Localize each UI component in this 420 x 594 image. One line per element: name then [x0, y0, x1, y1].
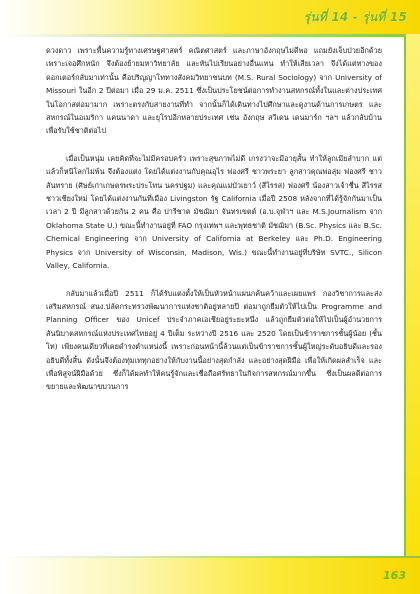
page-number: 163: [383, 569, 406, 582]
header-title: รุ่นที่ 14 - รุ่นที่ 15: [303, 10, 407, 24]
paragraph-gap: [46, 138, 382, 152]
header-accent-line: [0, 34, 420, 37]
paragraph-1: ดวงดาว เพราะพื้นความรู้ทางเศรษฐศาสตร์ คณิตศาสตร์ และภาษาอังกฤษไม่ดีพอ แถมยังเจ็บป่วยอีกด้วยเพราะเจอศึกหนัก จึงต้องย้ายมหาวิทยาลัย และหันไปเรียนอย่างอื่นแทน ทำให้เสียเวลา จึงได้แต่ทางของดอกเตอร์กลับมาเท่านั้น คือปริญญาโททางสังคมวิทยาชนบท (M.S. Rural Sociology) จาก University of Missouri ในอีก 2 ปีต่อมา เมื่อ 29 ม.ค. 2511 ซึ่งเป็นประโยชน์ต่อการทำงานสหกรณ์ทั้งในและต่างประเทศ ในโอกาสต่อมามาก เพราะตรงกับสายงานที่ทำ จากนั้นก็ได้เดินทางไปศึกษาและดูงานด้านการเกษตร และสหกรณ์ในอเมริกา แคนนาดา และยุโรปอีกหลายประเทศ เช่น อังกฤษ สวีเดน เดนมาร์ก ฯลฯ แล้วกลับบ้านเพื่อรับใช้ชาติต่อไป: [46, 46, 382, 136]
footer-band: [0, 558, 420, 594]
paragraph-gap: [46, 273, 382, 287]
paragraph-3: กลับมาแล้วเมื่อปี 2511 ก็ได้รับแต่งตั้งให้เป็นหัวหน้าแผนกค้นคว้าและเผยแพร่ กองวิชาการและส่งเสริมสหกรณ์ สนง.ปลัดกระทรวงพัฒนาการแห่งชาติอยู่หลายปี ต่อมาถูกยืมตัวให้ไปเป็น Programme and Planning Officer ของ Unicef ประจำภาคเอเชียอยู่ระยะหนึ่ง แล้วถูกยืมตัวต่อให้ไปเป็นผู้อำนวยการสันนิบาตสหกรณ์แห่งประเทศไทยอยู่ 4 ปีเต็ม ระหว่างปี 2516 และ 2520 โดยเป็นข้าราชการชั้นผู้น้อย (ชั้นโท) เพียงคนเดียวที่เคยดำรงตำแหน่งนี้ เพราะก่อนหน้านี้ล้วนแต่เป็นข้าราชการชั้นผู้ใหญ่ระดับอธิบดีและรองอธิบดีทั้งสิ้น ดังนั้นจึงต้องทุ่มเททุกอย่างให้กับงานนี้อย่างสุดกำลัง และอย่างสุดฝีมือ เพื่อให้เกิดผลสำเร็จ และเพื่อพิสูจน์ฝีมือด้วย ซึ่งก็ได้ผลทำให้คนรู้จักและเชื่อถือศรัทธาในกิจการสหกรณ์มากขึ้น ซึ่งเป็นผลดีต่อการขยายและพัฒนาขบวนการ: [46, 288, 382, 392]
paragraph-2: เมื่อเป็นหนุ่ม เคยคิดที่จะไม่มีครอบครัว เพราะสุขภาพไม่ดี เกรงว่าจะมีอายุสั้น ทำให้ลูกเมียลำบาก แต่แล้วก็หนีโลกไม่พ้น จึงต้องแต่ง โดยได้แต่งงานกับคุณอุไร ฟองศรี ชาวพระยา ลูกสาวคุณพ่อลุ่ม ฟองศรี ชาวสันทราย (ศิษย์เก่าเกษตรพระประโทน นครปฐม) และคุณแม่บัวเยาว์ (สีไรรส) ฟองศรี น้องสาวเจ้าชื่น สีไรรส ชาวเชียงใหม่ โดยได้แต่งงานกันที่เมือง Livingston รัฐ California เมื่อปี 2508 หลังจากที่ได้รู้จักกันมาเป็นเวลา 2 ปี มีลูกสาวด้วยกัน 2 คน คือ ปารีชาต มัชฌิมา จันทรเขตต์ (อ.บ.จุฬาฯ และ M.S.Journalism จาก Oklahoma State U.) ขณะนี้ทำงานอยู่ที่ FAO กรุงเทพฯ และพุทธชาติ มัชฌิมา (B.Sc. Physics และ B.Sc. Chemical Engineering จาก University of California at Berkeley และ Ph.D. Engineering Physics จาก University of Wisconsin, Madison, Wis.) ขณะนี้ทำงานอยู่ที่บริษัท SVTC., Silicon Valley, California.: [46, 153, 382, 271]
right-side-accent-line: [404, 37, 406, 558]
body-text: [46, 44, 382, 394]
right-side-strip: [406, 34, 420, 594]
header-band: [0, 0, 420, 34]
